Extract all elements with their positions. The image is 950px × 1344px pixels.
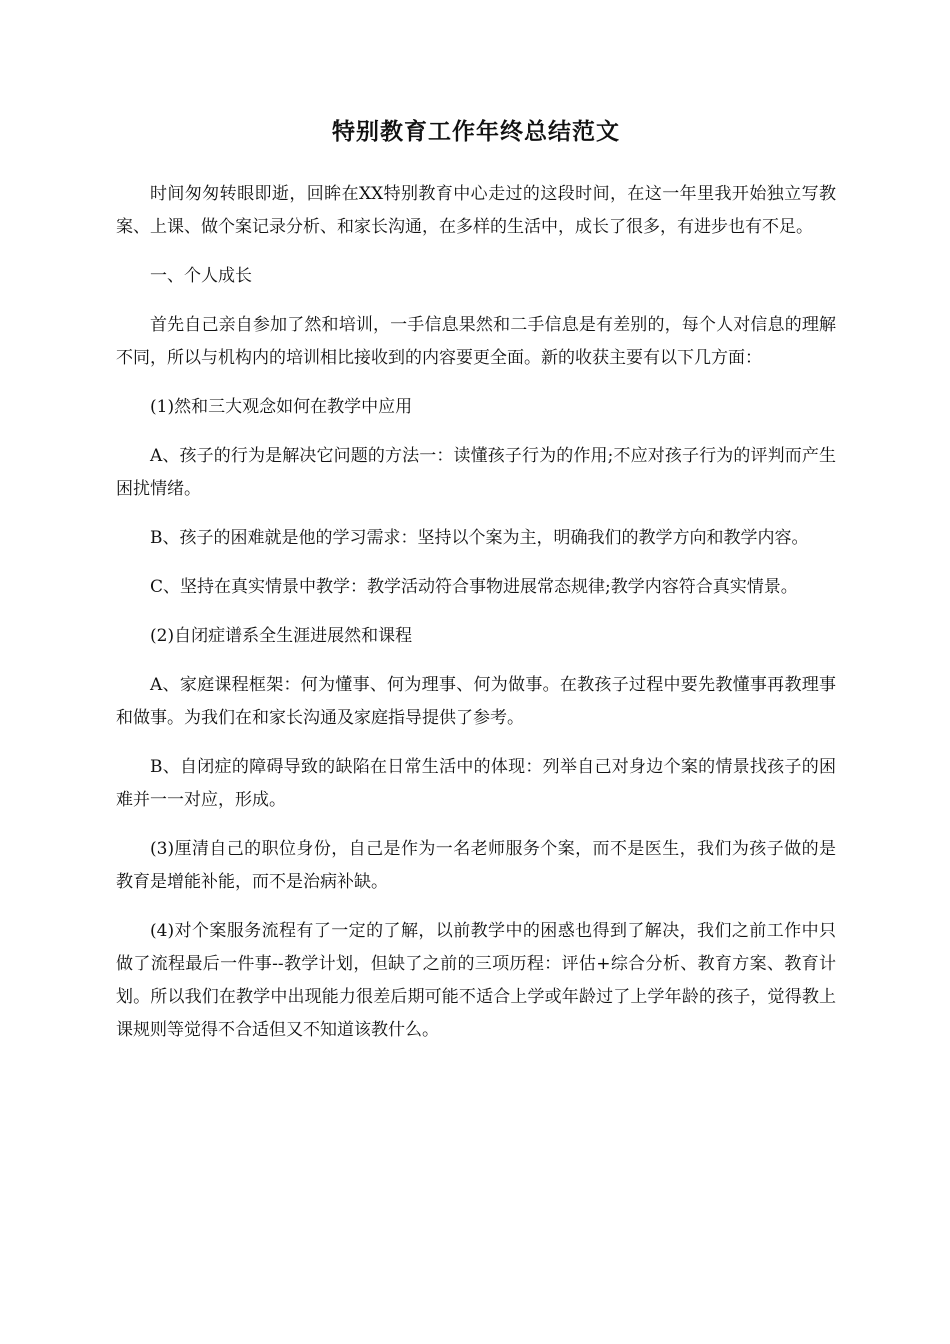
paragraph-point-a2: A、家庭课程框架：何为懂事、何为理事、何为做事。在教孩子过程中要先教懂事再教理事和做事。为我们在和家长沟通及家庭指导提供了参考。 [116,675,836,728]
paragraph-role-identity: (3)厘清自己的职位身份，自己是作为一名老师服务个案，而不是医生，我们为孩子做的是教育是增能补能，而不是治病补缺。 [116,839,836,892]
paragraph-training: 首先自己亲自参加了然和培训，一手信息果然和二手信息是有差别的，每个人对信息的理解不同，所以与机构内的培训相比接收到的内容要更全面。新的收获主要有以下几方面： [116,315,836,368]
document-title: 特别教育工作年终总结范文 [332,118,620,145]
subheading-three-concepts: (1)然和三大观念如何在教学中应用 [150,397,413,417]
subheading-autism-curriculum: (2)自闭症谱系全生涯进展然和课程 [150,626,413,646]
paragraph-service-process: (4)对个案服务流程有了一定的了解，以前教学中的困惑也得到了解决，我们之前工作中只做了流程最后一件事--教学计划，但缺了之前的三项历程：评估+综合分析、教育方案、教育计划。所以我们在教学中出现能力很差后期可能不适合上学或年龄过了上学年龄的孩子，觉得教上课规则等觉得不合适但又不知道该教什么。 [116,921,836,1040]
document-page [116,112,836,1063]
section-heading-personal-growth: 一、个人成长 [150,266,252,286]
paragraph-point-b2: B、自闭症的障碍导致的缺陷在日常生活中的体现：列举自己对身边个案的情景找孩子的困难并一一对应，形成。 [116,757,836,810]
paragraph-intro: 时间匆匆转眼即逝，回眸在XX特别教育中心走过的这段时间，在这一年里我开始独立写教案、上课、做个案记录分析、和家长沟通，在多样的生活中，成长了很多，有进步也有不足。 [116,184,836,237]
paragraph-point-b1: B、孩子的困难就是他的学习需求：坚持以个案为主，明确我们的教学方向和教学内容。 [150,528,809,548]
paragraph-point-a1: A、孩子的行为是解决它问题的方法一：读懂孩子行为的作用;不应对孩子行为的评判而产生困扰情绪。 [116,446,836,499]
paragraph-point-c1: C、坚持在真实情景中教学：教学活动符合事物进展常态规律;教学内容符合真实情景。 [150,577,798,597]
